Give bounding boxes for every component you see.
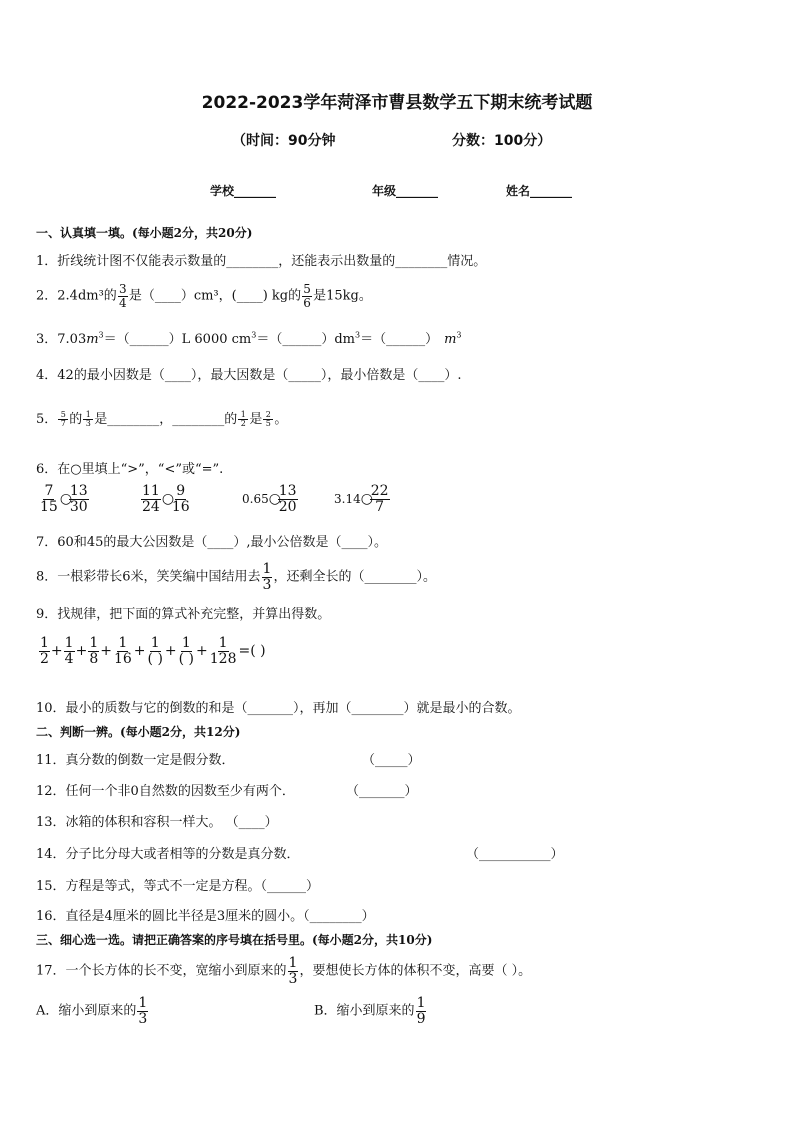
question-17 [36, 956, 531, 986]
option-a[interactable] [36, 996, 149, 1026]
denominator: 20 [278, 498, 297, 515]
numerator: 1 [64, 635, 74, 651]
denominator: 4 [64, 650, 74, 667]
question-11: 11．真分数的倒数一定是假分数． [36, 753, 235, 768]
q3-text-d: ＝（______） [360, 332, 439, 347]
option-a-text: A．缩小到原来的 [36, 1003, 137, 1019]
denominator: 16 [113, 650, 132, 667]
q2-text-a: 2．2.4dm³的 [36, 288, 117, 304]
denominator: 3 [138, 1010, 148, 1027]
section-3-heading: 三、细心选一选。请把正确答案的序号填在括号里。(每小题2分，共10分) [36, 933, 433, 947]
q5-fraction-4 [263, 411, 273, 429]
q9-term-4 [113, 636, 133, 666]
numerator: 1 [238, 411, 248, 420]
q3-text-c: ＝（______）dm [256, 332, 355, 347]
question-8 [36, 562, 436, 592]
question-15: 15．方程是等式，等式不一定是方程。（______） [36, 879, 320, 894]
q9-term-1 [39, 636, 50, 666]
q3-exponent: 3 [354, 330, 361, 340]
question-1: 1．折线统计图不仅能表示数量的________，还能表示出数量的________情况。 [36, 254, 487, 269]
question-7: 7．60和45的最大公因数是（____）,最小公倍数是（____）。 [36, 535, 387, 550]
option-b-fraction [416, 996, 427, 1026]
q2-text-c: 是15kg。 [313, 288, 372, 304]
question-3 [36, 328, 462, 347]
compare-circle[interactable]: ○ [360, 491, 373, 508]
compare-circle[interactable]: ○ [59, 491, 73, 508]
denominator: 2 [240, 419, 246, 428]
plus-sign: + [50, 643, 63, 660]
compare-circle[interactable]: ○ [161, 491, 175, 508]
plus-sign: + [196, 643, 208, 660]
left-fraction [39, 484, 59, 514]
right-fraction [171, 484, 191, 514]
numerator: 1 [288, 955, 298, 971]
left-value: 3.14 [334, 492, 361, 507]
q9-term-6 [178, 636, 195, 666]
question-13: 13．冰箱的体积和容积一样大。 （____） [36, 815, 278, 830]
q9-term-7 [209, 636, 238, 666]
question-12: 12．任何一个非0自然数的因数至少有两个． [36, 784, 295, 799]
q2-fraction-2 [302, 283, 312, 309]
page-title: 2022-2023学年菏泽市曹县数学五下期末统考试题 [201, 93, 593, 113]
q9-term-3 [88, 636, 99, 666]
q2-fraction-1 [118, 283, 128, 309]
q3-exponent: 3 [456, 330, 462, 340]
q3-exponent: 3 [251, 330, 257, 340]
q5-fraction-1 [58, 411, 68, 429]
numerator: 1 [218, 635, 228, 651]
denominator: 15 [40, 498, 58, 515]
q6-item-3 [242, 484, 299, 514]
denominator: 5 [265, 419, 271, 428]
q17-text-a: 17．一个长方体的长不变，宽缩小到原来的 [36, 963, 287, 979]
denominator: 9 [416, 1010, 426, 1027]
name-field: 姓名_______ [506, 184, 573, 198]
q6-item-1 [38, 484, 90, 514]
question-5 [36, 408, 287, 428]
option-b-text: B．缩小到原来的 [314, 1003, 415, 1019]
q6-item-4 [334, 484, 391, 514]
denominator-blank[interactable]: ( ) [147, 650, 163, 667]
denominator: 4 [118, 295, 127, 310]
denominator: 24 [142, 498, 160, 515]
q9-expression [38, 636, 266, 666]
numerator: 1 [83, 411, 93, 420]
q8-fraction [262, 562, 273, 592]
denominator: 30 [69, 498, 88, 515]
option-a-fraction [137, 996, 148, 1026]
numerator: 22 [370, 483, 389, 499]
q8-text-a: 8．一根彩带长6米，笑笑编中国结用去 [36, 569, 261, 585]
question-2 [36, 283, 372, 309]
q3-unit-m: m [444, 332, 457, 347]
q17-fraction [288, 956, 299, 986]
left-fraction [141, 484, 161, 514]
denominator-blank[interactable]: ( ) [178, 650, 195, 667]
question-14: 14．分子比分母大或者相等的分数是真分数． [36, 847, 300, 862]
plus-sign: + [100, 643, 112, 660]
question-16: 16．直径是4厘米的圆比半径是3厘米的圆小。（________） [36, 909, 375, 924]
section-1-heading: 一、认真填一填。(每小题2分，共20分) [36, 226, 253, 240]
numerator: 1 [150, 635, 160, 651]
q3-text-a: 3．7.03 [36, 332, 87, 347]
numerator: 1 [181, 635, 191, 651]
numerator: 13 [278, 483, 297, 499]
denominator: 16 [171, 498, 190, 515]
section-2-heading: 二、判断一辨。(每小题2分，共12分) [36, 725, 241, 739]
question-11-answer[interactable]: （_____） [362, 753, 421, 768]
school-field: 学校_______ [210, 184, 277, 198]
left-value: 0.65 [242, 492, 269, 507]
numerator: 11 [142, 483, 160, 499]
denominator: 128 [209, 650, 237, 667]
compare-circle[interactable]: ○ [268, 491, 281, 508]
q8-text-b: ，还剩全长的（________）。 [273, 569, 436, 585]
numerator: 1 [118, 635, 128, 651]
q5-fraction-2 [83, 411, 93, 429]
denominator: 7 [60, 419, 66, 428]
q3-text-b: ＝（______）L 6000 cm [103, 332, 252, 347]
numerator: 5 [303, 282, 311, 296]
q5-text-d: 是 [249, 412, 263, 427]
right-fraction [69, 484, 89, 514]
plus-sign: + [133, 643, 146, 660]
q6-item-2 [140, 484, 192, 514]
question-12-answer[interactable]: （_______） [346, 784, 418, 799]
q3-exponent: 3 [98, 330, 104, 340]
plus-sign: + [75, 643, 88, 660]
numerator: 1 [138, 995, 148, 1011]
numerator: 1 [40, 635, 49, 651]
denominator: 7 [375, 498, 385, 515]
option-b[interactable] [314, 996, 427, 1026]
q9-term-2 [64, 636, 75, 666]
denominator: 8 [89, 650, 99, 667]
q17-text-b: ，要想使长方体的体积不变，高要（ ）。 [299, 963, 532, 979]
denominator: 6 [303, 295, 311, 310]
numerator: 1 [89, 635, 99, 651]
question-10: 10．最小的质数与它的倒数的和是（_______），再加（________）就是最小的合数。 [36, 701, 521, 716]
numerator: 2 [263, 411, 273, 420]
question-6-prompt: 6．在○里填上“>”，“<”或“=”. [36, 462, 224, 477]
q5-text-b: 的 [69, 412, 83, 427]
numerator: 7 [44, 483, 54, 499]
numerator: 3 [118, 282, 127, 296]
q9-result-blank[interactable]: =( ) [238, 643, 266, 660]
denominator: 3 [85, 419, 91, 428]
q2-text-b: 是（____）cm³，(____) kg的 [128, 288, 302, 304]
q3-unit-m: m [86, 332, 99, 347]
question-9-prompt: 9．找规律，把下面的算式补充完整，并算出得数。 [36, 607, 331, 622]
q5-text-a: 5． [36, 412, 58, 427]
denominator: 3 [288, 970, 298, 987]
denominator: 3 [262, 576, 272, 593]
q9-term-5 [147, 636, 164, 666]
q5-text-e: 。 [274, 412, 288, 427]
grade-field: 年级_______ [372, 184, 439, 198]
question-4: 4．42的最小因数是（____），最大因数是（_____），最小倍数是（____）. [36, 368, 462, 383]
denominator: 2 [40, 650, 49, 667]
right-fraction [278, 484, 298, 514]
right-fraction [370, 484, 390, 514]
q5-fraction-3 [238, 411, 248, 429]
time-label: （时间：90分钟 [232, 133, 336, 149]
numerator: 1 [262, 561, 272, 577]
numerator: 5 [58, 411, 68, 420]
numerator: 13 [69, 483, 88, 499]
numerator: 1 [416, 995, 426, 1011]
q5-text-c: 是________，________的 [94, 412, 238, 427]
plus-sign: + [164, 643, 177, 660]
score-label: 分数：100分） [452, 133, 552, 149]
numerator: 9 [176, 483, 186, 499]
question-14-answer[interactable]: （___________） [466, 847, 564, 862]
